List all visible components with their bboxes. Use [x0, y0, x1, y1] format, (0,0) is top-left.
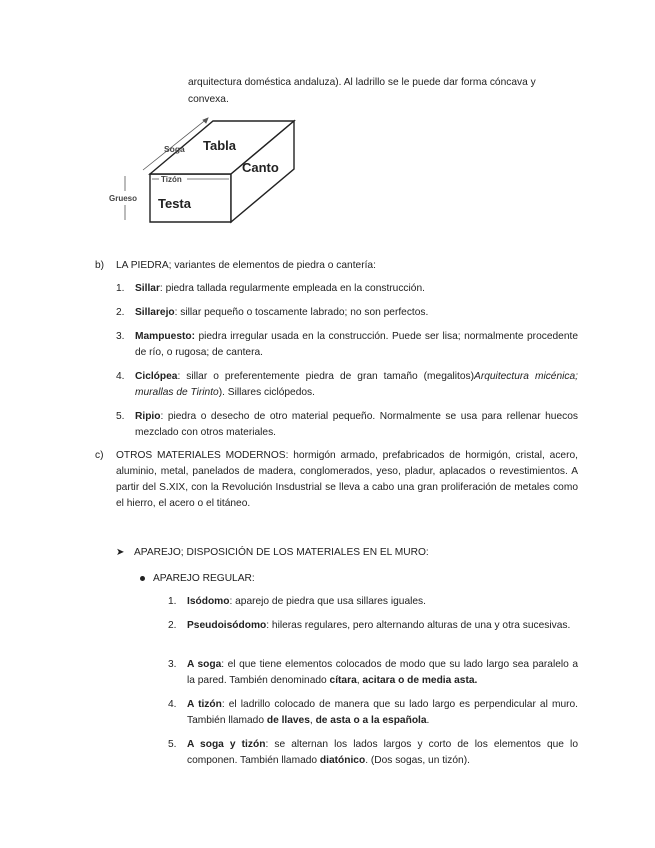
- intro-line-1: arquitectura doméstica andaluza). Al ladrillo se le puede dar forma cóncava y: [188, 77, 536, 88]
- section-c-text: OTROS MATERIALES MODERNOS: hormigón armado, prefabricados de hormigón, cristal, acero, aluminio, metal, panelados de madera, conglomerados, yeso, pladur, aplacados o revestimientos. A partir del S.XIX, con la Revolución Insdustrial se lleva a cabo una gran proliferación de metales como el hierro, el acero o el titáneo.: [116, 450, 578, 509]
- label-tabla: Tabla: [203, 138, 236, 153]
- label-grueso: Grueso: [109, 194, 138, 203]
- b-item-5-num: 5.: [116, 411, 125, 422]
- section-b-marker: b): [95, 260, 105, 271]
- aparejo-item-5: A soga y tizón: se alternan los lados largos y corto de los elementos que lo componen. También llamado diatónico. (Dos sogas, un tizón).: [187, 739, 578, 766]
- b-item-4-num: 4.: [116, 371, 125, 382]
- section-b-heading: LA PIEDRA; variantes de elementos de piedra o cantería:: [116, 260, 376, 271]
- aparejo-item-2-num: 2.: [168, 620, 177, 631]
- brick-diagram: [108, 116, 308, 226]
- aparejo-heading: APAREJO; DISPOSICIÓN DE LOS MATERIALES EN EL MURO:: [134, 547, 429, 558]
- aparejo-item-3: A soga: el que tiene elementos colocados de modo que su lado largo sea paralelo a la pared. También denominado cítara, acitara o de media asta.: [187, 659, 578, 686]
- label-testa: Testa: [158, 196, 191, 211]
- aparejo-item-2: Pseudoisódomo: hileras regulares, pero alternando alturas de una y otra sucesivas.: [187, 620, 571, 631]
- round-bullet-icon: [140, 576, 145, 581]
- b-item-4: Ciclópea: sillar o preferentemente piedra de gran tamaño (megalitos)Arquitectura micénica; murallas de Tirinto). Sillares ciclópedos.: [135, 371, 578, 398]
- aparejo-item-4-num: 4.: [168, 699, 177, 710]
- aparejo-regular-heading: APAREJO REGULAR:: [153, 573, 255, 584]
- section-c-marker: c): [95, 450, 104, 461]
- b-item-3: Mampuesto: piedra irregular usada en la construcción. Puede ser lisa; normalmente procedente de río, o rugosa; de cantera.: [135, 331, 578, 358]
- label-tizon: Tizón: [161, 175, 182, 184]
- b-item-5: Ripio: piedra o desecho de otro material pequeño. Normalmente se usa para rellenar huecos mezclado con otros materiales.: [135, 411, 578, 438]
- aparejo-item-3-num: 3.: [168, 659, 177, 670]
- b-item-2-num: 2.: [116, 307, 125, 318]
- aparejo-item-1-num: 1.: [168, 596, 177, 607]
- b-item-2: Sillarejo: sillar pequeño o toscamente labrado; no son perfectos.: [135, 307, 429, 318]
- aparejo-item-1: Isódomo: aparejo de piedra que usa sillares iguales.: [187, 596, 426, 607]
- label-canto: Canto: [242, 160, 279, 175]
- label-soga: Soga: [164, 144, 185, 154]
- aparejo-item-5-num: 5.: [168, 739, 177, 750]
- b-item-1: Sillar: piedra tallada regularmente empleada en la construcción.: [135, 283, 425, 294]
- arrow-bullet-icon: ➤: [116, 547, 125, 558]
- b-item-3-num: 3.: [116, 331, 125, 342]
- intro-line-2: convexa.: [188, 94, 229, 105]
- aparejo-item-4: A tizón: el ladrillo colocado de manera que su lado largo es perpendicular al muro. También llamado de llaves, de asta o a la española.: [187, 699, 578, 726]
- b-item-1-num: 1.: [116, 283, 125, 294]
